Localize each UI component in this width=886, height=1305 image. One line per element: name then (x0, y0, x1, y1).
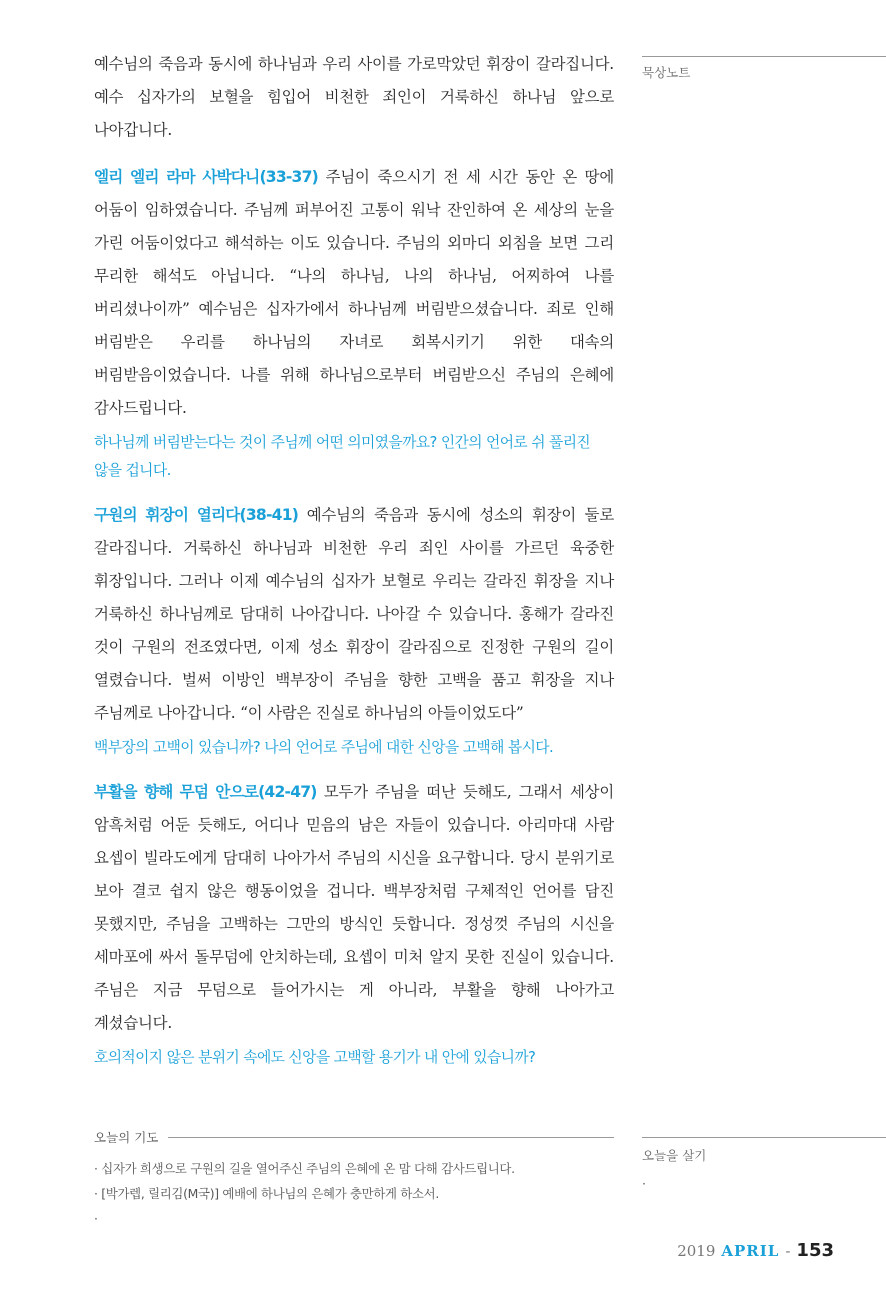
section-3-paragraph (94, 776, 614, 1040)
prayer-item: · (94, 1211, 98, 1226)
live-today-box (642, 1137, 886, 1191)
footer-month: APRIL (721, 1242, 780, 1260)
prayer-title: 오늘의 기도 (94, 1130, 159, 1145)
prayer-divider (168, 1137, 614, 1138)
live-today-bullet: · (642, 1176, 646, 1191)
page-number: 153 (796, 1240, 834, 1261)
section-3-question: 호의적이지 않은 분위기 속에도 신앙을 고백할 용기가 내 안에 있습니까? (94, 1049, 536, 1066)
live-today-label: 오늘을 살기 (642, 1148, 707, 1163)
footer-dash: - (785, 1242, 791, 1260)
section-2-heading: 구원의 휘장이 열리다(38-41) (94, 506, 299, 524)
section-2-question: 백부장의 고백이 있습니까? 나의 언어로 주님에 대한 신앙을 고백해 봅시다. (94, 739, 554, 756)
section-3-heading: 부활을 향해 무덤 안으로(42-47) (94, 783, 317, 801)
notes-label: 묵상노트 (642, 65, 691, 80)
section-1-heading: 엘리 엘리 라마 사박다니(33-37) (94, 168, 318, 186)
section-1-question: 하나님께 버림받는다는 것이 주님께 어떤 의미였을까요? 인간의 언어로 쉬 풀리진 않을 겁니다. (94, 434, 591, 479)
notes-sidebar (642, 56, 886, 81)
section-2-paragraph (94, 499, 614, 730)
prayer-item: · [박가렙, 릴리김(M국)] 예배에 하나님의 은혜가 충만하게 하소서. (94, 1186, 439, 1201)
footer-year: 2019 (677, 1242, 716, 1260)
page-footer (677, 1240, 834, 1261)
main-column (94, 48, 614, 1072)
prayer-list (94, 1156, 614, 1231)
prayer-box (94, 1128, 614, 1231)
section-1-body: 주님이 죽으시기 전 세 시간 동안 온 땅에 어둠이 임하였습니다. 주님께 퍼부어진 고통이 워낙 잔인하여 온 세상의 눈을 가린 어둠이었다고 해석하는 이도 있습니다. 주님의 외마디 외침을 보면 그리 무리한 해석도 아닙니다. “나의 하나님, 나의 하나님, 어찌하여 나를 버리셨나이까” 예수님은 십자가에서 하나님께 버림받으셨습니다. 죄로 인해 버림받은 우리를 하나님의 자녀로 회복시키기 위한 대속의 버림받음이었습니다. 나를 위해 하나님으로부터 버림받으신 주님의 은혜에 감사드립니다. (94, 168, 614, 417)
section-1-paragraph (94, 161, 614, 425)
section-3-body: 모두가 주님을 떠난 듯해도, 그래서 세상이 암흑처럼 어둔 듯해도, 어디나 믿음의 남은 자들이 있습니다. 아리마대 사람 요셉이 빌라도에게 담대히 나아가서 주님의 시신을 요구합니다. 당시 분위기로 보아 결코 쉽지 않은 행동이었을 겁니다. 백부장처럼 구체적인 언어를 담진 못했지만, 주님을 고백하는 그만의 방식인 듯합니다. 정성껏 주님의 시신을 세마포에 싸서 돌무덤에 안치하는데, 요셉이 미처 알지 못한 진실이 있습니다. 주님은 지금 무덤으로 들어가시는 게 아니라, 부활을 향해 나아가고 계셨습니다. (94, 783, 614, 1032)
prayer-item: · 십자가 희생으로 구원의 길을 열어주신 주님의 은혜에 온 맘 다해 감사드립니다. (94, 1161, 515, 1176)
section-2-body: 예수님의 죽음과 동시에 성소의 휘장이 둘로 갈라집니다. 거룩하신 하나님과 비천한 우리 죄인 사이를 가르던 육중한 휘장입니다. 그러나 이제 예수님의 십자가 보혈로 우리는 갈라진 휘장을 지나 거룩하신 하나님께로 담대히 나아갑니다. 나아갈 수 있습니다. 홍해가 갈라진 것이 구원의 전조였다면, 이제 성소 휘장이 갈라짐으로 진정한 구원의 길이 열렸습니다. 벌써 이방인 백부장이 주님을 향한 고백을 품고 휘장을 지나 주님께로 나아갑니다. “이 사람은 진실로 하나님의 아들이었도다” (94, 506, 614, 722)
intro-paragraph: 예수님의 죽음과 동시에 하나님과 우리 사이를 가로막았던 휘장이 갈라집니다. 예수 십자가의 보혈을 힘입어 비천한 죄인이 거룩하신 하나님 앞으로 나아갑니다. (94, 55, 614, 139)
